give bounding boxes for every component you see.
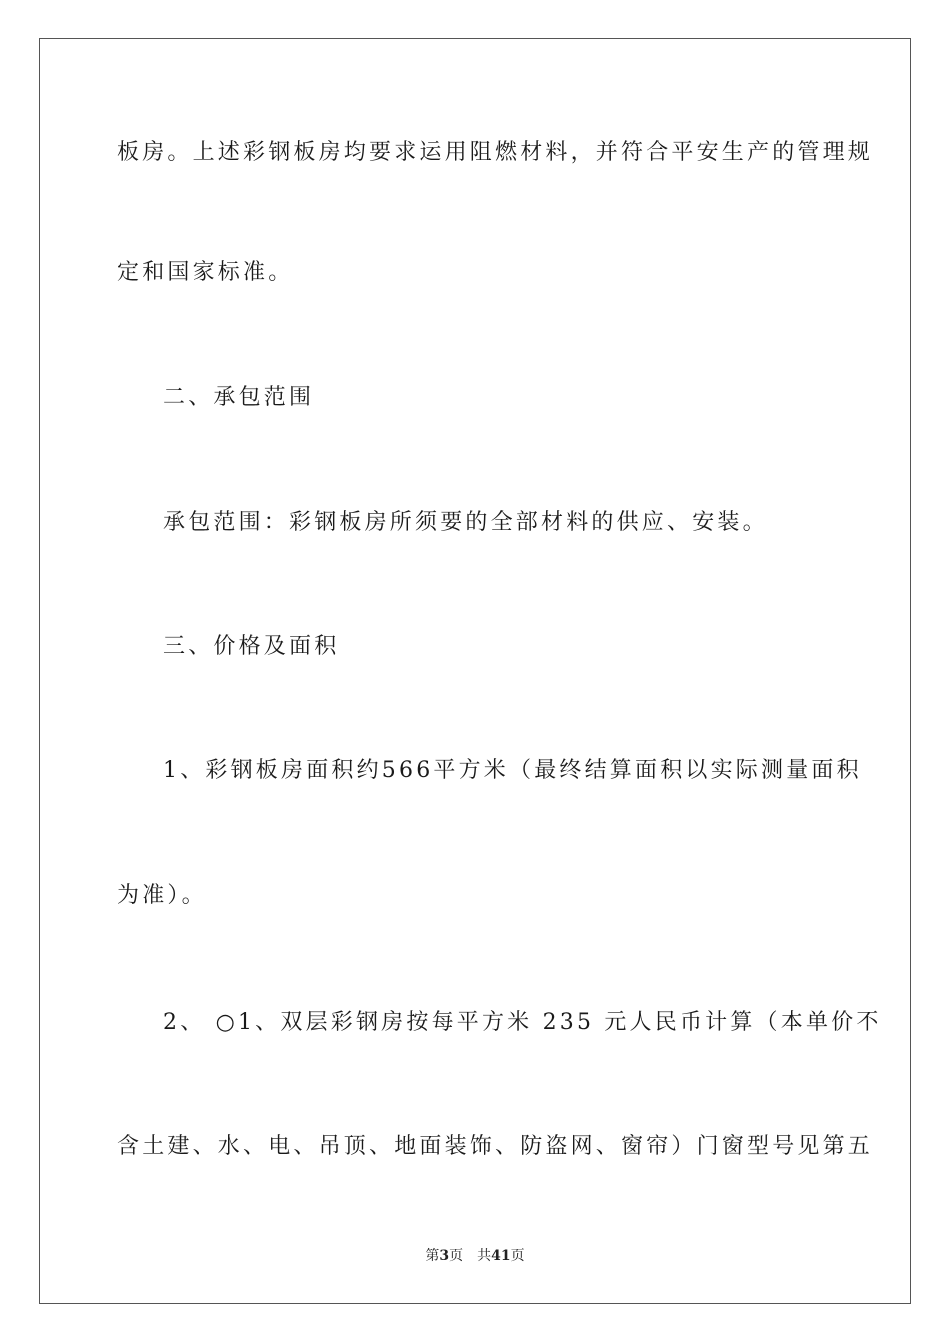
- section-heading: 三、价格及面积: [163, 634, 340, 659]
- page-footer: [0, 1246, 950, 1266]
- page-suffix: 页: [449, 1248, 464, 1264]
- body-text-line: 含土建、水、电、吊顶、地面装饰、防盗网、窗帘）门窗型号见第五: [117, 1134, 874, 1159]
- total-prefix: 共: [477, 1248, 492, 1264]
- section-heading: 二、承包范围: [163, 385, 315, 410]
- page-prefix: 第: [425, 1248, 440, 1264]
- body-text-line: 为准）。: [117, 883, 207, 908]
- body-text-line: 定和国家标准。: [117, 260, 294, 285]
- body-text-line: 2、 ○1、双层彩钢房按每平方米 235 元人民币计算（本单价不: [163, 1010, 882, 1035]
- page-frame: [39, 38, 911, 1304]
- body-text-line: 承包范围：彩钢板房所须要的全部材料的供应、安装。: [163, 510, 768, 535]
- page-number: 3: [439, 1248, 450, 1264]
- total-pages: 41: [491, 1248, 511, 1264]
- total-suffix: 页: [510, 1248, 525, 1264]
- body-text-line: 板房。上述彩钢板房均要求运用阻燃材料，并符合平安生产的管理规: [117, 140, 874, 165]
- body-text-line: 1、彩钢板房面积约566平方米（最终结算面积以实际测量面积: [163, 758, 862, 783]
